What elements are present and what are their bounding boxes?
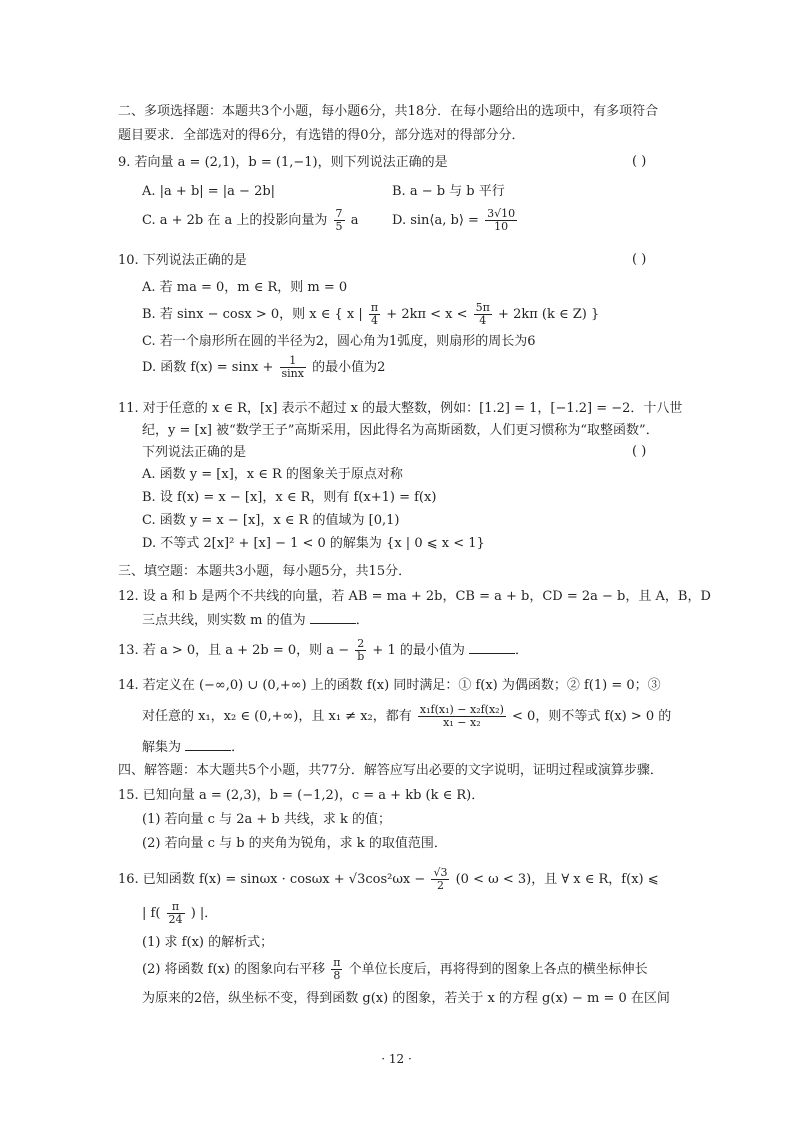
q9-option-c-text: C. a + 2b 在 a 上的投影向量为	[142, 213, 328, 228]
q11-option-c: C. 函数 y = x − [x]，x ∈ R 的值域为 [0,1)	[142, 513, 400, 528]
q15-part2: (2) 若向量 c 与 b 的夹角为锐角，求 k 的取值范围．	[142, 836, 447, 851]
q16-line1	[118, 866, 659, 894]
q9-option-c	[142, 208, 358, 233]
q10-stem: 10. 下列说法正确的是	[118, 253, 247, 268]
q16-line2-end: ) |．	[190, 906, 218, 921]
q16-part2-end: 个单位长度后，再将得到的图象上各点的横坐标伸长	[348, 962, 648, 977]
q12-line1: 12. 设 a 和 b 是两个不共线的向量，若 AB = ma + 2b，CB = a + b，CD = 2a − b，且 A，B，D	[118, 589, 711, 604]
q14-line2-end: < 0，则不等式 f(x) > 0 的	[512, 709, 672, 724]
q13-text-end: + 1 的最小值为	[372, 643, 465, 658]
q14-line2	[142, 703, 671, 731]
section3-header: 三、填空题：本题共3小题，每小题5分，共15分．	[118, 564, 412, 579]
q10-option-d-end: 的最小值为2	[312, 360, 386, 375]
q16-part2-text: (2) 将函数 f(x) 的图象向右平移	[142, 962, 326, 977]
q9-option-d-text: D. sin⟨a, b⟩ =	[392, 213, 479, 228]
q10-option-b-end: + 2kπ (k ∈ Z) }	[498, 307, 600, 322]
q10-b-den2: 4	[479, 314, 487, 327]
q14-den: x₁ − x₂	[443, 716, 481, 729]
q16-fraction-1	[431, 867, 449, 892]
q14-line2-text: 对任意的 x₁，x₂ ∈ (0,+∞)，且 x₁ ≠ x₂，都有	[142, 709, 412, 724]
q10-option-b	[142, 302, 599, 328]
q10-b-den1: 4	[371, 314, 379, 327]
q12-line2	[142, 611, 369, 630]
q14-line3	[142, 738, 244, 757]
q10-option-a: A. 若 ma = 0，m ∈ R，则 m = 0	[142, 280, 348, 295]
q13-answer-blank[interactable]	[469, 641, 515, 654]
q16-line2	[142, 900, 217, 928]
q16-den2: 24	[168, 913, 183, 926]
q10-d-den: sinx	[281, 367, 304, 380]
q11-answer-paren: ( )	[632, 444, 647, 459]
q9-option-d-fraction	[485, 208, 517, 233]
q10-d-num: 1	[280, 355, 306, 368]
q10-b-fraction-1	[369, 302, 380, 327]
q10-option-d	[142, 355, 385, 381]
q16-num3: π	[333, 956, 341, 969]
q16-line2-text: | f(	[142, 906, 161, 921]
q9-option-a: A. |a + b| = |a − 2b|	[142, 184, 276, 199]
q9-c-num: 7	[335, 207, 343, 220]
q16-part2-line1	[142, 957, 648, 983]
q16-den1: 2	[436, 879, 444, 892]
q13-den: b	[357, 650, 365, 663]
q9-stem: 9. 若向量 a = (2,1)，b = (1,−1)，则下列说法正确的是	[118, 155, 448, 170]
q14-num: x₁f(x₁) − x₂f(x₂)	[419, 703, 504, 716]
q14-answer-blank[interactable]	[185, 738, 231, 751]
q9-d-num: 3√10	[487, 207, 516, 220]
q16-fraction-2	[167, 901, 185, 926]
q10-option-d-text: D. 函数 f(x) = sinx +	[142, 360, 274, 375]
q10-option-b-mid: + 2kπ < x <	[386, 307, 468, 322]
q9-option-b: B. a − b 与 b 平行	[392, 184, 505, 199]
q10-d-fraction	[280, 355, 306, 380]
section4-header: 四、解答题：本大题共5个小题，共77分．解答应写出必要的文字说明，证明过程或演算步骤．	[118, 763, 663, 778]
q13-line	[118, 638, 528, 664]
q13-num: 2	[355, 638, 366, 651]
q9-option-c-end: a	[350, 213, 359, 228]
q14-fraction	[418, 704, 506, 729]
q14-line1: 14. 若定义在 (−∞,0) ∪ (0,+∞) 上的函数 f(x) 同时满足：① f(x) 为偶函数；② f(1) = 0；③	[118, 678, 661, 693]
q10-option-c: C. 若一个扇形所在圆的半径为2，圆心角为1弧度，则扇形的周长为6	[142, 334, 536, 349]
q9-option-c-fraction	[334, 208, 345, 233]
q11-line2: 纪，y = [x] 被“数学王子”高斯采用，因此得名为高斯函数，人们更习惯称为“取整函数”．	[142, 423, 659, 438]
q9-c-den: 5	[335, 220, 343, 233]
q14-line3-text: 解集为	[142, 740, 182, 755]
q13-end: ．	[515, 643, 529, 658]
q10-option-b-text: B. 若 sinx − cosx > 0，则 x ∈ { x |	[142, 307, 363, 322]
q11-line1: 11. 对于任意的 x ∈ R，[x] 表示不超过 x 的最大整数，例如：[1.2] = 1，[−1.2] = −2．十八世	[118, 401, 683, 416]
q12-line2-text: 三点共线，则实数 m 的值为	[142, 613, 306, 628]
q13-fraction	[355, 638, 366, 663]
q11-option-d: D. 不等式 2[x]² + [x] − 1 < 0 的解集为 {x | 0 ⩽ x < 1}	[142, 536, 485, 551]
q12-answer-blank[interactable]	[310, 611, 356, 624]
q10-answer-paren: ( )	[632, 252, 647, 267]
q15-line1: 15. 已知向量 a = (2,3)，b = (−1,2)，c = a + kb (k ∈ R)．	[118, 788, 485, 803]
q16-line1-text: 16. 已知函数 f(x) = sinωx · cosωx + √3cos²ωx −	[118, 872, 426, 887]
q9-d-den: 10	[494, 220, 509, 233]
section2-header-line2: 题目要求．全部选对的得6分，有选错的得0分，部分选对的得部分分．	[118, 128, 525, 143]
q12-line2-end: ．	[355, 613, 369, 628]
q16-num2: π	[167, 901, 185, 914]
section2-header-line1: 二、多项选择题：本题共3个小题，每小题6分，共18分．在每小题给出的选项中，有多项符合	[118, 104, 659, 119]
q16-line1-end: (0 < ω < 3)，且 ∀ x ∈ R，f(x) ⩽	[455, 872, 659, 887]
q16-part2-line2: 为原来的2倍，纵坐标不变，得到函数 g(x) 的图象，若关于 x 的方程 g(x) − m = 0 在区间	[142, 991, 670, 1006]
q15-part1: (1) 若向量 c 与 2a + b 共线，求 k 的值；	[142, 812, 391, 827]
q10-b-num1: π	[370, 301, 379, 314]
q16-den3: 8	[333, 969, 341, 982]
q9-option-d	[392, 208, 519, 233]
q11-line3: 下列说法正确的是	[142, 445, 247, 460]
q16-fraction-3	[331, 957, 342, 982]
q10-b-num2: 5π	[475, 301, 490, 314]
q10-b-fraction-2	[474, 302, 492, 327]
q13-text: 13. 若 a > 0，且 a + 2b = 0，则 a −	[118, 643, 350, 658]
q14-line3-end: ．	[231, 740, 245, 755]
page-number: · 12 ·	[381, 1052, 412, 1066]
q9-answer-paren: ( )	[632, 154, 647, 169]
q11-option-b: B. 设 f(x) = x − [x]，x ∈ R，则有 f(x+1) = f(x)	[142, 490, 437, 505]
q16-part1: (1) 求 f(x) 的解析式；	[142, 935, 274, 950]
q11-option-a: A. 函数 y = [x]，x ∈ R 的图象关于原点对称	[142, 467, 403, 482]
q16-num1: √3	[433, 866, 448, 879]
